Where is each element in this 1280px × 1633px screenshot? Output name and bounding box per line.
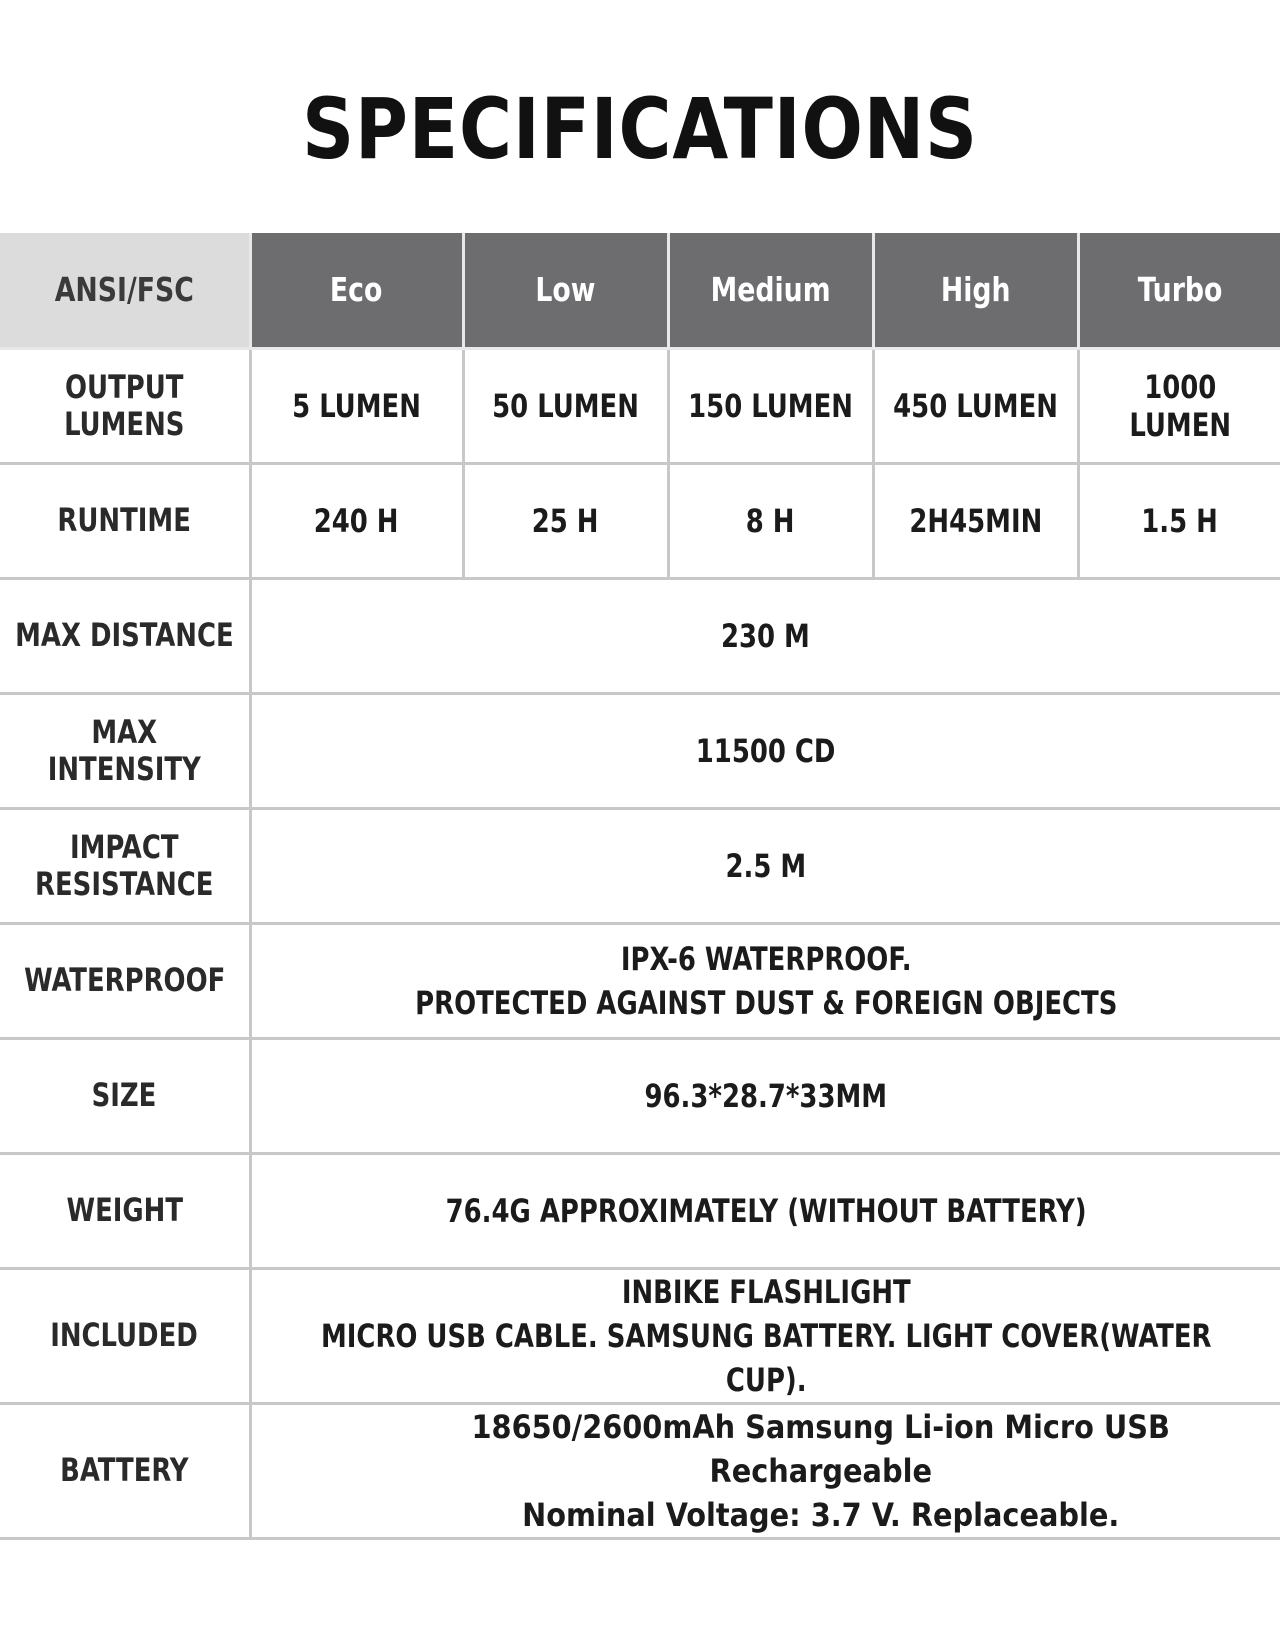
included-value: INBIKE FLASHLIGHT MICRO USB CABLE. SAMSUNG BATTERY. LIGHT COVER(WATER CUP). xyxy=(250,1268,1280,1403)
mode-eco: Eco xyxy=(250,233,463,348)
max-distance-label: MAX DISTANCE xyxy=(0,578,250,693)
page-title: SPECIFICATIONS xyxy=(302,80,978,178)
output-eco: 5 LUMEN xyxy=(250,348,463,463)
max-distance-value: 230 M xyxy=(250,578,1280,693)
size-row xyxy=(0,1038,1280,1153)
size-value: 96.3*28.7*33MM xyxy=(250,1038,1280,1153)
battery-label: BATTERY xyxy=(0,1403,250,1538)
battery-value: 18650/2600mAh Samsung Li-ion Micro USB Rechargeable Nominal Voltage: 3.7 V. Replaceable. xyxy=(250,1403,1280,1538)
included-row xyxy=(0,1268,1280,1403)
output-label: OUTPUT LUMENS xyxy=(0,348,250,463)
mode-turbo: Turbo xyxy=(1078,233,1280,348)
included-label: INCLUDED xyxy=(0,1268,250,1403)
impact-label: IMPACT RESISTANCE xyxy=(0,808,250,923)
impact-row xyxy=(0,808,1280,923)
max-intensity-value: 11500 CD xyxy=(250,693,1280,808)
weight-label: WEIGHT xyxy=(0,1153,250,1268)
header-row xyxy=(0,233,1280,348)
impact-value: 2.5 M xyxy=(250,808,1280,923)
waterproof-value: IPX-6 WATERPROOF. PROTECTED AGAINST DUST & FOREIGN OBJECTS xyxy=(250,923,1280,1038)
max-intensity-row xyxy=(0,693,1280,808)
runtime-eco: 240 H xyxy=(250,463,463,578)
header-label: ANSI/FSC xyxy=(0,233,250,348)
output-row xyxy=(0,348,1280,463)
output-medium: 150 LUMEN xyxy=(668,348,873,463)
output-turbo: 1000 LUMEN xyxy=(1078,348,1280,463)
output-high: 450 LUMEN xyxy=(873,348,1078,463)
mode-medium: Medium xyxy=(668,233,873,348)
battery-row xyxy=(0,1403,1280,1538)
waterproof-label: WATERPROOF xyxy=(0,923,250,1038)
size-label: SIZE xyxy=(0,1038,250,1153)
runtime-row xyxy=(0,463,1280,578)
runtime-medium: 8 H xyxy=(668,463,873,578)
spec-table xyxy=(0,233,1280,1540)
runtime-high: 2H45MIN xyxy=(873,463,1078,578)
runtime-turbo: 1.5 H xyxy=(1078,463,1280,578)
mode-low: Low xyxy=(463,233,668,348)
max-intensity-label: MAX INTENSITY xyxy=(0,693,250,808)
waterproof-row xyxy=(0,923,1280,1038)
runtime-label: RUNTIME xyxy=(0,463,250,578)
weight-value: 76.4G APPROXIMATELY (WITHOUT BATTERY) xyxy=(250,1153,1280,1268)
output-low: 50 LUMEN xyxy=(463,348,668,463)
mode-high: High xyxy=(873,233,1078,348)
runtime-low: 25 H xyxy=(463,463,668,578)
weight-row xyxy=(0,1153,1280,1268)
max-distance-row xyxy=(0,578,1280,693)
